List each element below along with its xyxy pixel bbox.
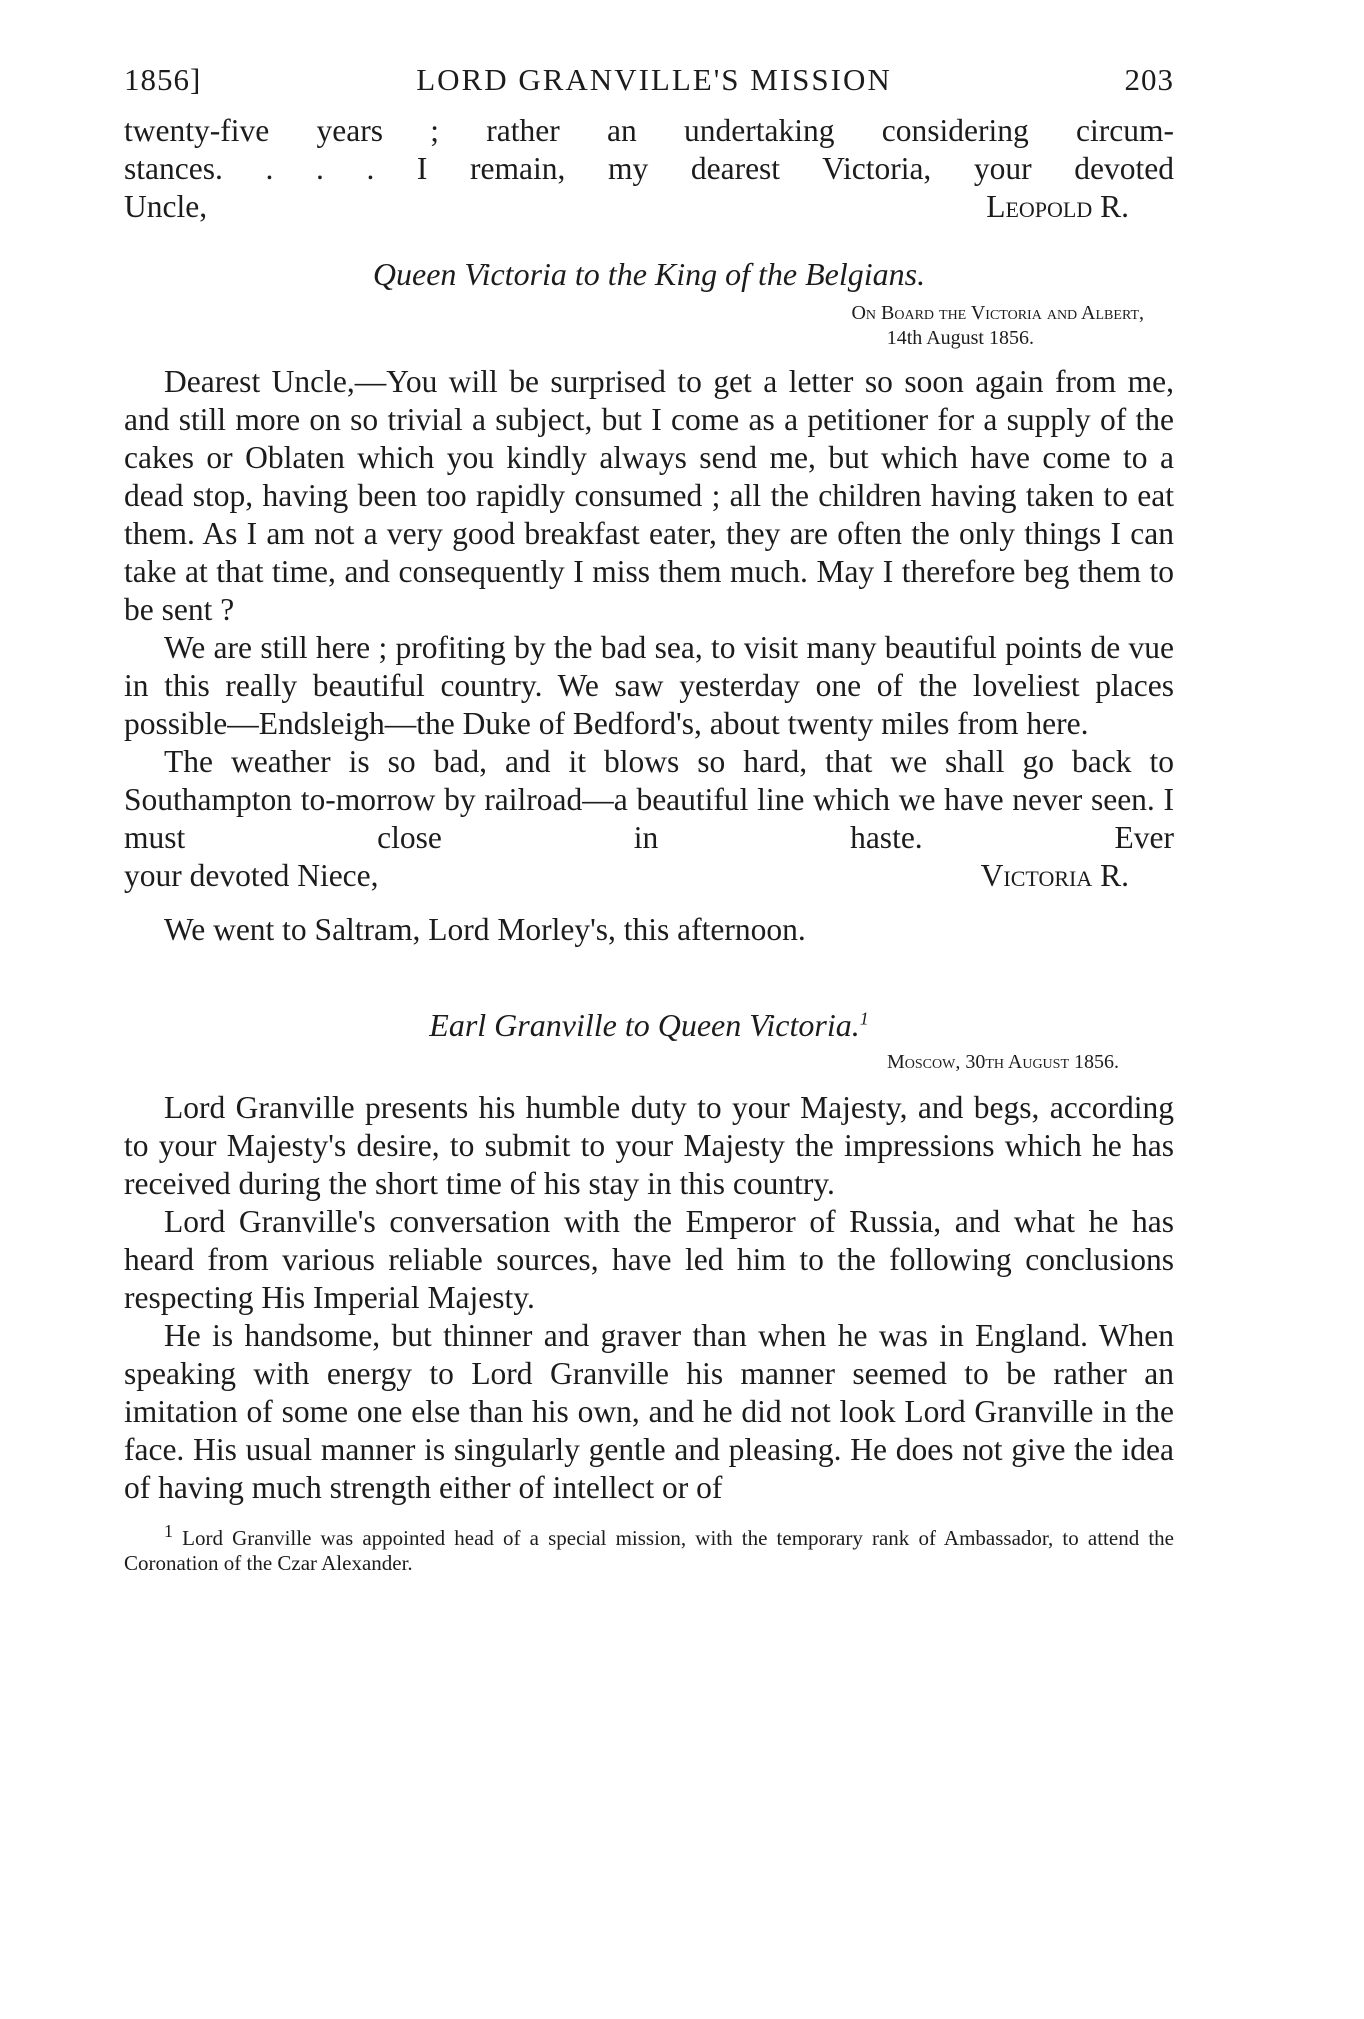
- running-header: [124, 62, 1174, 106]
- closing-line: [124, 857, 1174, 895]
- paragraph: Dearest Uncle,—You will be surprised to get a letter so soon again from me, and still more on so trivial a subject, but I come as a petitioner for a supply of the cakes or Oblaten which you kindly always send me, but which have come to a dead stop, having been too rapidly consumed ; all the children having taken to eat them. As I am not a very good breakfast eater, they are often the only things I can take at that time, and consequently I miss them much. May I therefore beg them to be sent ?: [124, 364, 1174, 627]
- book-page: [124, 62, 1174, 1576]
- text-line: twenty-five years ; rather an undertaking considering circum-: [124, 113, 1174, 148]
- footnote-marker: 1: [859, 1008, 869, 1029]
- page-number: 203: [1124, 62, 1174, 97]
- letter-victoria-to-leopold: [124, 256, 1174, 949]
- letter-granville-to-victoria: [124, 1007, 1174, 1507]
- closing-words: your devoted Niece,: [124, 858, 379, 893]
- text-line: stances. . . . I remain, my dearest Victoria, your devoted: [124, 151, 1174, 186]
- dateline: Moscow, 30th August 1856.: [886, 1051, 1119, 1073]
- header-title: LORD GRANVILLE'S MISSION: [416, 62, 892, 97]
- closing-word: Uncle,: [124, 189, 208, 224]
- dateline-date: 14th August 1856.: [886, 327, 1034, 349]
- footnote-text: Lord Granville was appointed head of a special mission, with the temporary rank of Ambassador, to attend the Coronation of the Czar Alexander.: [124, 1526, 1175, 1575]
- dateline-place: On Board the Victoria and Albert,: [851, 302, 1144, 324]
- closing-line: [124, 188, 1174, 226]
- letter-heading-text: Earl Granville to Queen Victoria.: [429, 1007, 860, 1043]
- paragraph: He is handsome, but thinner and graver than when he was in England. When speaking with energy to Lord Granville his manner seemed to be rather an imitation of some one else than his own, and he did not look Lord Granville in the face. His usual manner is singularly gentle and pleasing. He does not give the idea of having much strength either of intellect or of: [124, 1318, 1174, 1505]
- paragraph: We are still here ; profiting by the bad sea, to visit many beautiful points de vue in this really beautiful country. We saw yesterday one of the loveliest places possible—Endsleigh—the Duke of Bedford's, about twenty miles from here.: [124, 630, 1174, 741]
- signature: Victoria R.: [980, 858, 1129, 893]
- letter-heading: [124, 1007, 1174, 1044]
- paragraph: The weather is so bad, and it blows so hard, that we shall go back to Southampton to-morrow by railroad—a beautiful line which we have never seen. I must close in haste. Ever: [124, 744, 1174, 855]
- postscript: We went to Saltram, Lord Morley's, this afternoon.: [164, 912, 806, 947]
- leopold-letter-close: [124, 112, 1174, 226]
- paragraph: Lord Granville presents his humble duty to your Majesty, and begs, according to your Majesty's desire, to submit to your Majesty the impressions which he has received during the short time of his stay in this country.: [124, 1090, 1174, 1201]
- footnote: [124, 1519, 1174, 1576]
- paragraph: Lord Granville's conversation with the Emperor of Russia, and what he has heard from various reliable sources, have led him to the following conclusions respecting His Imperial Majesty.: [124, 1204, 1174, 1315]
- dateline: [124, 301, 1144, 326]
- signature: Leopold R.: [986, 189, 1129, 224]
- letter-heading: Queen Victoria to the King of the Belgians.: [372, 256, 926, 292]
- header-year: 1856]: [124, 62, 202, 97]
- footnote-number: 1: [164, 1521, 173, 1541]
